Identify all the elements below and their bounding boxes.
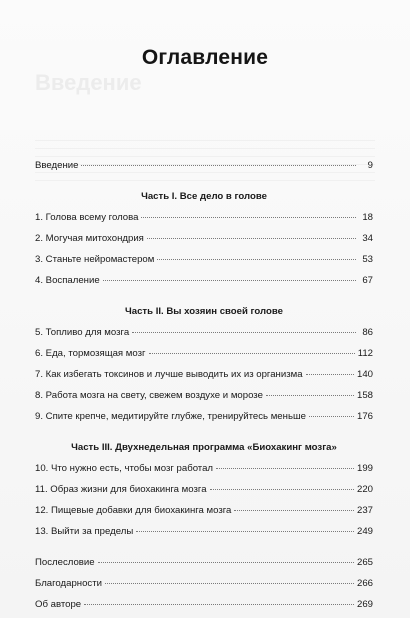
part-heading: Часть III. Двухнедельная программа «Биохакинг мозга» (71, 442, 337, 453)
toc-entry (35, 348, 373, 359)
toc-entry-page: 249 (356, 526, 373, 537)
show-through-heading: Введение (35, 70, 142, 95)
toc-entry-page: 53 (362, 254, 373, 265)
toc-entry-page: 34 (362, 233, 373, 244)
table-of-contents (35, 160, 373, 618)
toc-entry (35, 390, 373, 401)
toc-entry-back-matter (35, 557, 373, 568)
dot-leader (105, 583, 354, 584)
dot-leader (309, 416, 354, 417)
page-title: Оглавление (141, 46, 269, 69)
toc-entry-label: 3. Станьте нейромастером (35, 254, 155, 265)
toc-entry-page: 158 (356, 390, 373, 401)
toc-entry-label: 12. Пищевые добавки для биохакинга мозга (35, 505, 232, 516)
toc-entry-label: 9. Спите крепче, медитируйте глубже, тренируйтесь меньше (35, 411, 306, 422)
toc-entry-page: 269 (356, 599, 373, 610)
toc-entry (35, 233, 373, 244)
toc-entry-label: Благодарности (35, 578, 102, 589)
toc-entry-page: 199 (356, 463, 373, 474)
toc-entry-page: 67 (362, 275, 373, 286)
dot-leader (81, 165, 356, 166)
toc-entry-label: 11. Образ жизни для биохакинга мозга (35, 484, 207, 495)
toc-entry-page: 86 (362, 327, 373, 338)
toc-entry (35, 463, 373, 474)
dot-leader (306, 374, 354, 375)
toc-entry-label: 2. Могучая митохондрия (35, 233, 144, 244)
toc-entry-label: 5. Топливо для мозга (35, 327, 130, 338)
toc-entry-page: 140 (356, 369, 373, 380)
toc-entry-page: 237 (356, 505, 373, 516)
toc-entry (35, 212, 373, 223)
toc-entry (35, 526, 373, 537)
toc-entry-page: 176 (356, 411, 373, 422)
dot-leader (103, 280, 356, 281)
toc-entry-page: 220 (356, 484, 373, 495)
dot-leader (141, 217, 356, 218)
toc-entry-page: 9 (367, 160, 373, 171)
toc-entry-back-matter (35, 578, 373, 589)
part-heading: Часть I. Все дело в голове (141, 191, 267, 202)
toc-entry-label: 8. Работа мозга на свету, свежем воздухе и морозе (35, 390, 263, 401)
toc-entry-page: 18 (362, 212, 373, 223)
toc-entry-page: 112 (357, 348, 373, 359)
toc-entry (35, 254, 373, 265)
dot-leader (157, 259, 356, 260)
toc-entry-label: Об авторе (35, 599, 82, 610)
dot-leader (132, 332, 356, 333)
toc-entry-label: 4. Воспаление (35, 275, 100, 286)
toc-entry-label: Послесловие (35, 557, 95, 568)
dot-leader (210, 489, 354, 490)
toc-entry (35, 505, 373, 516)
toc-entry (35, 369, 373, 380)
dot-leader (266, 395, 354, 396)
toc-entry-page: 265 (356, 557, 373, 568)
dot-leader (98, 562, 354, 563)
toc-entry-back-matter (35, 599, 373, 610)
toc-entry-page: 266 (356, 578, 373, 589)
toc-entry (35, 275, 373, 286)
dot-leader (234, 510, 354, 511)
toc-entry (35, 411, 373, 422)
toc-entry-label: 6. Еда, тормозящая мозг (35, 348, 146, 359)
dot-leader (84, 604, 354, 605)
dot-leader (216, 468, 354, 469)
toc-entry (35, 484, 373, 495)
toc-entry-intro (35, 160, 373, 171)
dot-leader (147, 238, 356, 239)
part-heading: Часть II. Вы хозяин своей голове (125, 306, 283, 317)
toc-entry (35, 327, 373, 338)
toc-entry-label: 1. Голова всему голова (35, 212, 139, 223)
toc-entry-label: Введение (35, 160, 79, 171)
dot-leader (136, 531, 354, 532)
toc-entry-label: 13. Выйти за пределы (35, 526, 134, 537)
toc-entry-label: 10. Что нужно есть, чтобы мозг работал (35, 463, 214, 474)
dot-leader (149, 353, 355, 354)
toc-entry-label: 7. Как избегать токсинов и лучше выводить их из организма (35, 369, 303, 380)
